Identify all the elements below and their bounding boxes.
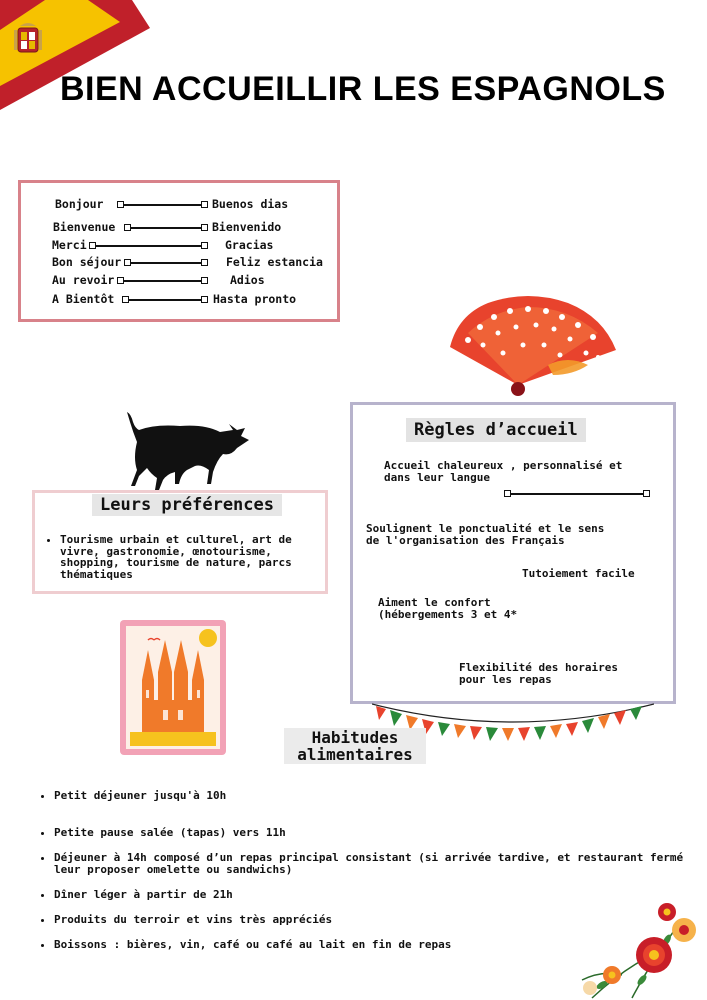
greeting-fr: Bon séjour bbox=[52, 255, 122, 269]
connector-line bbox=[95, 245, 204, 247]
greeting-fr: Merci bbox=[52, 238, 87, 252]
connector-line bbox=[510, 493, 644, 495]
connector-dot bbox=[201, 259, 208, 266]
rules-box bbox=[350, 402, 676, 704]
cathedral-stamp-icon bbox=[120, 620, 226, 755]
greeting-fr: A Bientôt bbox=[52, 292, 115, 306]
list-item: • Boissons : bières, vin, café ou café au lait en fin de repas bbox=[54, 939, 694, 951]
rule-item: Accueil chaleureux , personnalisé et dans leur langue bbox=[384, 459, 623, 484]
connector-line bbox=[130, 262, 204, 264]
list-item: • Petite pause salée (tapas) vers 11h bbox=[54, 827, 694, 839]
connector-line bbox=[130, 227, 204, 229]
greeting-row bbox=[21, 220, 337, 236]
list-item: • Dîner léger à partir de 21h bbox=[54, 889, 694, 901]
greeting-es: Buenos dias bbox=[212, 197, 289, 211]
greeting-fr: Bonjour bbox=[55, 197, 104, 211]
connector-line bbox=[128, 299, 204, 301]
greeting-row bbox=[21, 255, 337, 271]
greetings-box bbox=[18, 180, 340, 322]
connector-dot bbox=[201, 296, 208, 303]
greeting-row bbox=[21, 292, 337, 308]
preferences-title: Leurs préférences bbox=[92, 494, 282, 516]
connector-dot bbox=[201, 201, 208, 208]
list-item: • Déjeuner à 14h composé d’un repas principal consistant (si arrivée tardive, et restaurant fermé leur proposer omelette ou sandwichs) bbox=[54, 852, 694, 876]
rule-item: Flexibilité des horaires pour les repas bbox=[459, 661, 618, 686]
preferences-list bbox=[46, 534, 330, 580]
fan-icon bbox=[448, 295, 618, 400]
rule-item: Aiment le confort (hébergements 3 et 4* bbox=[378, 596, 518, 621]
connector-line bbox=[123, 204, 203, 206]
greeting-es: Bienvenido bbox=[212, 220, 282, 234]
connector-dot bbox=[201, 242, 208, 249]
greeting-fr: Au revoir bbox=[52, 273, 115, 287]
greeting-es: Hasta pronto bbox=[213, 292, 297, 306]
list-item: • Tourisme urbain et culturel, art de vivre, gastronomie, œnotourisme, shopping, tourisme de nature, parcs thématiques bbox=[60, 534, 330, 580]
connector-dot bbox=[201, 277, 208, 284]
greeting-fr: Bienvenue bbox=[53, 220, 116, 234]
connector-line bbox=[123, 280, 204, 282]
greeting-row bbox=[21, 197, 337, 213]
greeting-row bbox=[21, 273, 337, 289]
list-item: • Petit déjeuner jusqu'à 10h bbox=[54, 790, 694, 802]
rule-item: Tutoiement facile bbox=[522, 567, 635, 580]
greeting-row bbox=[21, 238, 337, 254]
page-title: BIEN ACCUEILLIR LES ESPAGNOLS bbox=[60, 70, 666, 108]
greeting-es: Feliz estancia bbox=[226, 255, 323, 269]
list-item: • Produits du terroir et vins très appréciés bbox=[54, 914, 694, 926]
greeting-es: Gracias bbox=[225, 238, 274, 252]
greeting-es: Adios bbox=[230, 273, 265, 287]
connector-dot bbox=[643, 490, 650, 497]
bull-icon bbox=[125, 410, 250, 490]
rules-title: Règles d’accueil bbox=[406, 418, 586, 442]
food-title: Habitudes alimentaires bbox=[284, 728, 426, 764]
rule-item: Soulignent le ponctualité et le sens de l'organisation des Français bbox=[366, 522, 605, 547]
connector-dot bbox=[201, 224, 208, 231]
flowers-icon bbox=[572, 900, 707, 1000]
